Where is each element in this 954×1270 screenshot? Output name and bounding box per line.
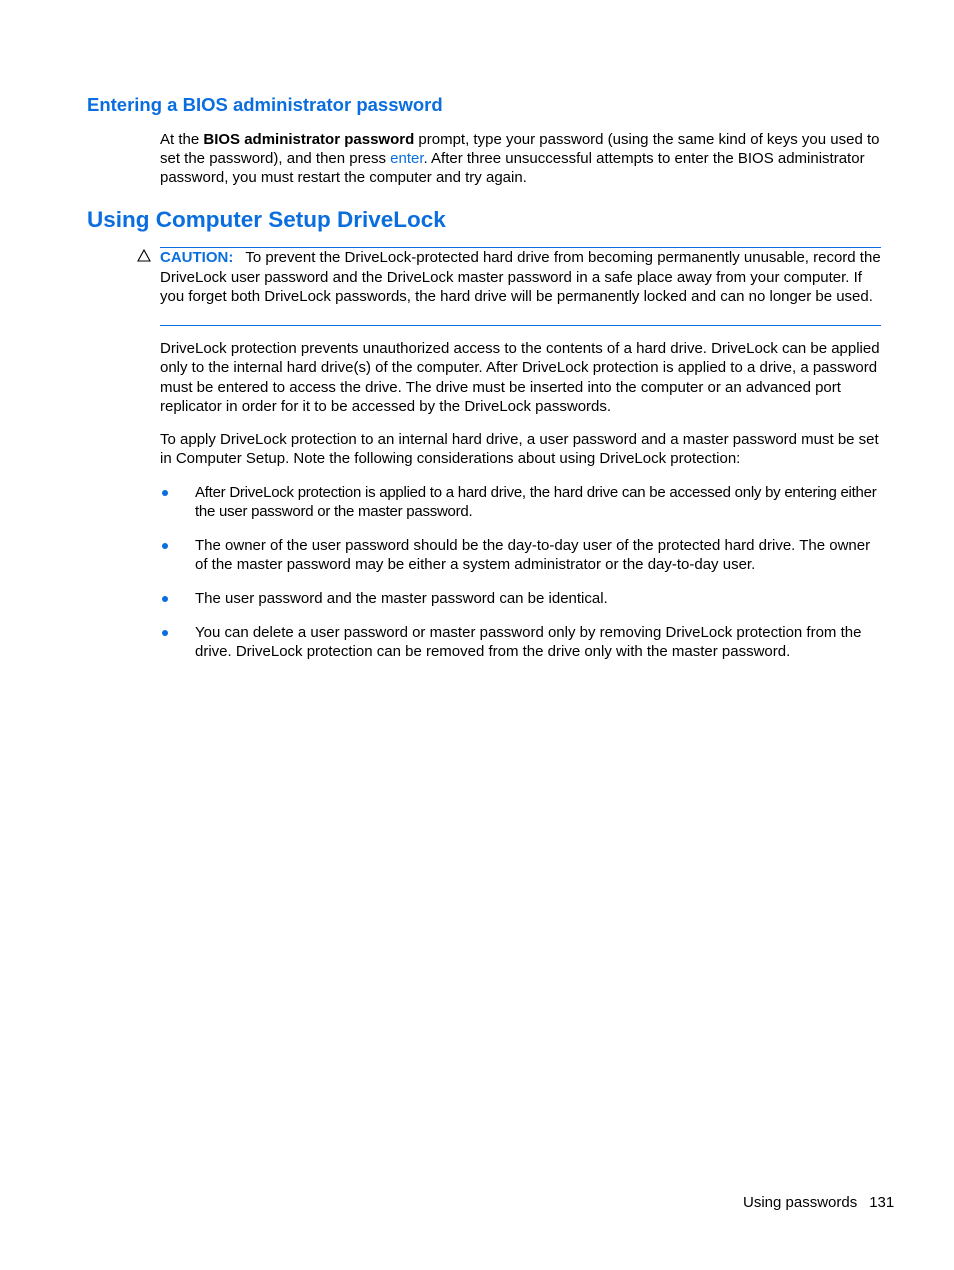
caution-box [160,247,881,326]
para1-middle: prompt, type your password (using the same kind of keys you used to set the password), and then press [160,131,880,167]
warning-triangle-icon [137,249,151,262]
drivelock-apply-intro: To apply DriveLock protection to an internal hard drive, a user password and a master password must be set in Computer Setup. Note the following considerations about using DriveLock protection: [160,431,879,468]
list-item-text: After DriveLock protection is applied to a hard drive, the hard drive can be accessed only by entering either the user password or the master password. [195,484,877,521]
para1-prefix: At the [160,131,204,148]
bullet-dot-icon [162,543,168,549]
bios-password-paragraph [160,130,882,187]
considerations-list [160,483,882,662]
list-item [160,589,882,608]
list-item-text: You can delete a user password or master password only by removing DriveLock protection from the drive. DriveLock protection can be removed from the drive only with the master password. [195,623,862,661]
enter-key: enter [390,150,424,167]
page-footer [743,1193,894,1212]
bullet-dot-icon [162,630,168,636]
section-heading: Entering a BIOS administrator password [87,94,443,115]
bullet-dot-icon [162,490,168,496]
list-item-text: The user password and the master password can be identical. [195,590,608,608]
list-item [160,483,882,522]
list-item-text: The owner of the user password should be the day-to-day user of the protected hard drive. The owner of the master password may be either a system administrator or the day-to-day user. [195,537,871,574]
para1-bold: BIOS administrator password [203,131,415,148]
main-heading: Using Computer Setup DriveLock [87,207,446,232]
list-item [160,623,882,662]
list-item [160,536,882,575]
caution-text [160,248,881,307]
footer-section-title: Using passwords [743,1194,858,1211]
para1-suffix: . After three unsuccessful attempts to enter the BIOS administrator password, you must restart the computer and try again. [160,150,865,186]
caution-label: CAUTION: [160,249,234,266]
drivelock-description: DriveLock protection prevents unauthorized access to the contents of a hard drive. DriveLock can be applied only to the internal hard drive(s) of the computer. After DriveLock protection is applied to a drive, a password must be entered to access the drive. The drive must be inserted into the computer or an advanced port replicator in order for it to be accessed by the DriveLock passwords. [160,340,880,415]
page-number: 131 [869,1194,895,1211]
caution-body: To prevent the DriveLock-protected hard drive from becoming permanently unusable, record the DriveLock user password and the DriveLock master password in a safe place away from your computer. If you forget both DriveLock passwords, the hard drive will be permanently locked and can no longer be used. [160,249,881,305]
bullet-dot-icon [162,596,168,602]
